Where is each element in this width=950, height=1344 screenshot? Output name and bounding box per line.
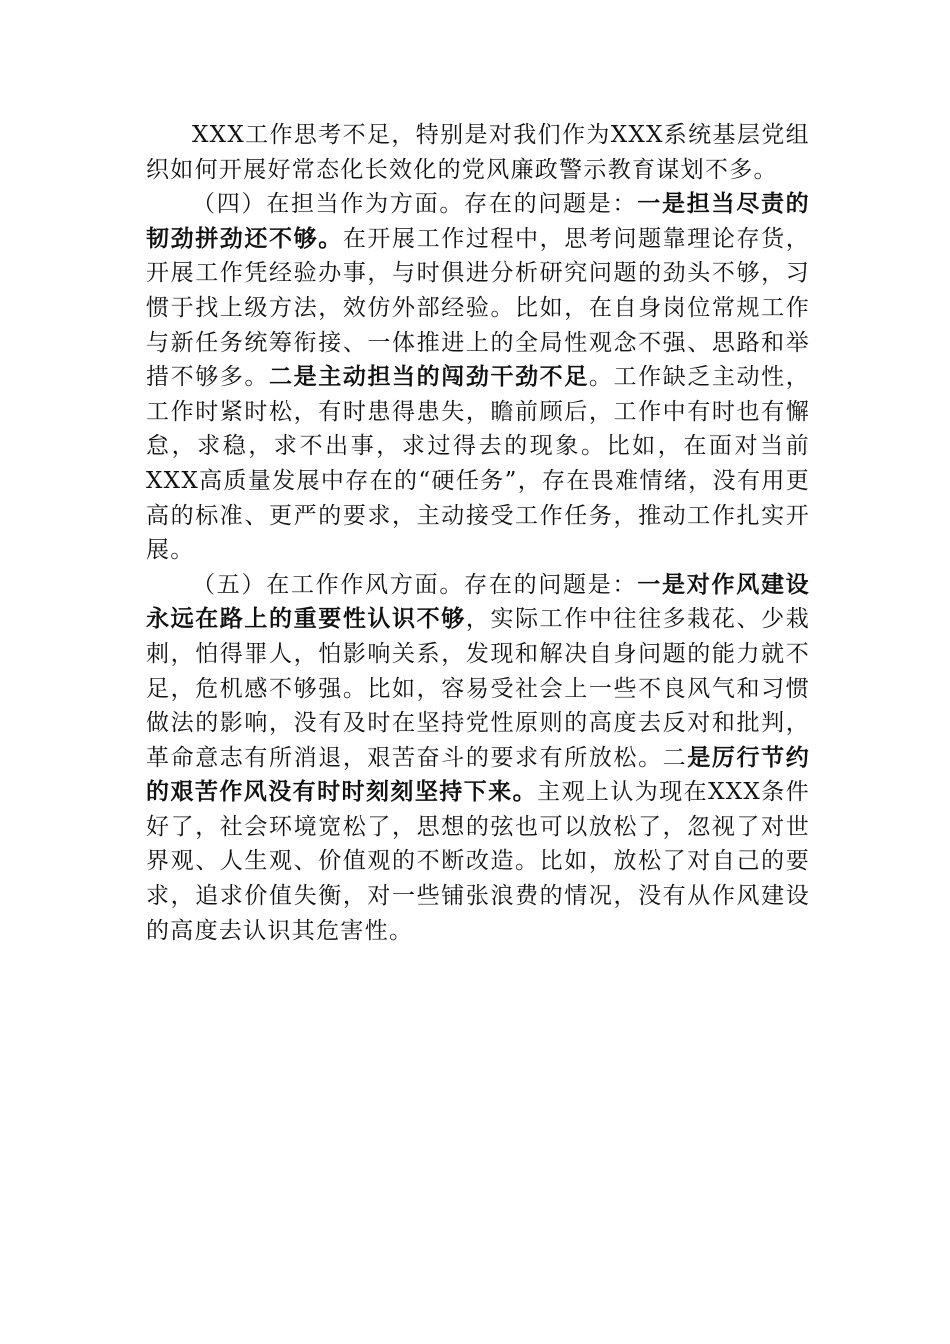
- paragraph-continuation: [146, 118, 810, 187]
- text-segment: ，实际工作中往往多栽花、少栽刺，怕得罪人，怕影响关系，发现和解决自身问题的能力就不足，危机感不够强。比如，容易受社会上一些不良风气和习惯做法的影响，没有及时在坚持党性原则的高度去反对和批判，革命意志有所消退，艰苦奋斗的要求有所放松。二: [146, 606, 811, 771]
- bold-point-two: 是厉行节约的艰苦作风没有时时刻刻坚持下来。: [146, 743, 810, 806]
- paragraph-section-four: [146, 187, 810, 568]
- document-body: [146, 118, 810, 948]
- text-segment: 在开展工作过程中，思考问题靠理论存货，开展工作凭经验办事，与时俱进分析研究问题的劲头不够，习惯于找上级方法，效仿外部经验。比如，在自身岗位常规工作与新任务统筹衔接、一体推进上的全局性观念不强、思路和举措不够多。: [146, 225, 810, 391]
- section-heading-five: （五）在工作作风方面。存在的问题是：: [192, 571, 638, 598]
- paragraph-section-five: [146, 568, 810, 949]
- bold-point-two: 二是主动担当的闯劲干劲不足: [269, 363, 589, 391]
- section-heading-four: （四）在担当作为方面。存在的问题是：: [192, 191, 638, 218]
- bold-point-one: 一是对作风建设永远在路上的重要性认识不够: [146, 570, 810, 633]
- text-segment: 。工作缺乏主动性，工作时紧时松，有时患得患失，瞻前顾后，工作中有时也有懈怠，求稳，求不出事，求过得去的现象。比如，在面对当前XXX高质量发展中存在的“硬任务”，存在畏难情绪，没有用更高的标准、更严的要求，主动接受工作任务，推动工作扎实开展。: [146, 364, 811, 564]
- bold-point-one: 一是担当尽责的韧劲拼劲还不够。: [146, 190, 810, 252]
- text-segment: 主观上认为现在XXX条件好了，社会环境宽松了，思想的弦也可以放松了，忽视了对世界观、人生观、价值观的不断改造。比如，放松了对自己的要求，追求价值失衡，对一些铺张浪费的情况，没有从作风建设的高度去认识其危害性。: [146, 779, 810, 944]
- text-segment: XXX工作思考不足，特别是对我们作为XXX系统基层党组织如何开展好常态化长效化的党风廉政警示教育谋划不多。: [146, 122, 810, 183]
